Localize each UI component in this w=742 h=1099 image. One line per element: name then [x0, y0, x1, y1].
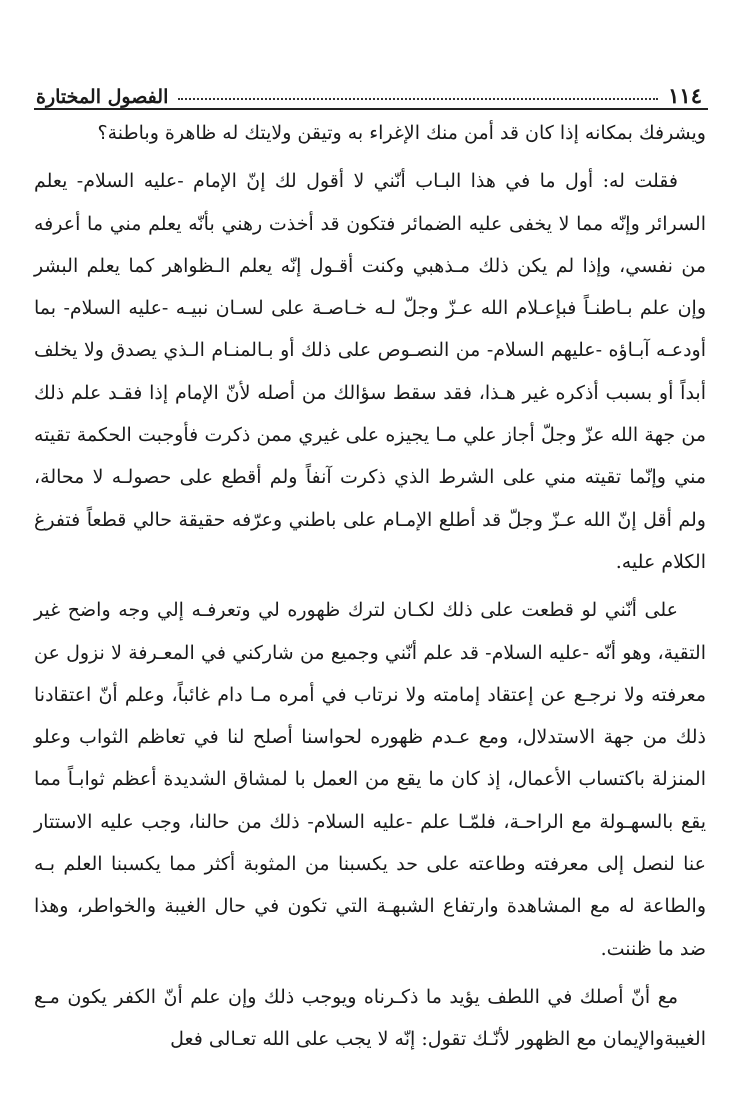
page-header [36, 68, 706, 108]
paragraph: مع أنّ أصلك في اللطف يؤيد ما ذكـرناه ويوجب ذلك وإن علم أنّ الكفر يكون مـع الغيبةوالإيمان مع الظهور لأنّـك تقول: إنّه لا يجب على الله تعـالى فعل [34, 985, 706, 1051]
paragraph: على أنّني لو قطعت على ذلك لكـان لترك ظهوره لي وتعرفـه إلي وجه واضح غير التقية، وهو أنّه -عليه السلام- قد علم أنّني وجميع من شاركني في المعـرفة لا نزول عن معرفته ولا نرجـع عن إعتقاد إمامته ولا نرتاب في أمره مـا دام غائباً، وعلم أنّ اعتقادنا ذلك من جهة الاستدلال، ومع عـدم ظهوره لحواسنا أصلح لنا في تعاظم الثواب وعلو المنزلة باكتساب الأعمال، إذ كان ما يقع من العمل با لمشاق الشديدة أعظم ثوابـاً مما يقع بالسهـولة مع الراحـة، فلمّـا علم -عليه السلام- ذلك من حالنا، وجب عليه الاستتار عنا لنصل إلى معرفته وطاعته على حد يكسبنا من المثوبة أكثر مما يكسبنا العلم بـه والطاعة له مع المشاهدة وارتفاع الشبهـة التي تكون في حال الغيبة والخواطر، وهذا ضد ما ظننت. [34, 599, 706, 960]
paragraph-continuation: ويشرفك بمكانه إذا كان قد أمن منك الإغراء به وتيقن ولايتك له ظاهرة وباطنة؟ [97, 122, 706, 144]
body-text [34, 112, 706, 1051]
header-rule [34, 108, 708, 110]
page-number: ١١٤ [668, 83, 702, 108]
paragraph: فقلت له: أول ما في هذا البـاب أنّني لا أقول لك إنّ الإمام -عليه السلام- يعلم السرائر وإنّه مما لا يخفى عليه الضمائر فتكون قد أخذت رهني بأنّه يعلم مني ما أعرفه من نفسي، وإذا لم يكن ذلك مـذهبي وكنت أقـول إنّه يعلم الـظواهر كما يعلم البشر وإن علم بـاطنـاً فبإعـلام الله عـزّ وجلّ لـه خـاصـة على لسـان نبيـه -عليه السلام- بما أودعـه آبـاؤه -عليهم السلام- من النصـوص على ذلك أو بـالمنـام الـذي يصدق ولا يخلف أبداً أو بسبب أذكره غير هـذا، فقد سقط سؤالك من أصله لأنّ الإمام إذا فقـد علم ذلك من جهة الله عزّ وجلّ أجاز علي مـا يجيزه على غيري ممن ذكرت فأوجبت الحكمة تقيته مني وإنّما تقيته مني على الشرط الذي ذكرت آنفاً ولم أقطع على حصولـه لا محالة، ولم أقل إنّ الله عـزّ وجلّ قد أطلع الإمـام على باطني وعرّفه حقيقة حالي قطعاً فتفرغ الكلام عليه. [34, 170, 706, 573]
header-leader-dots [178, 98, 658, 100]
running-title: الفصول المختارة [36, 86, 169, 108]
